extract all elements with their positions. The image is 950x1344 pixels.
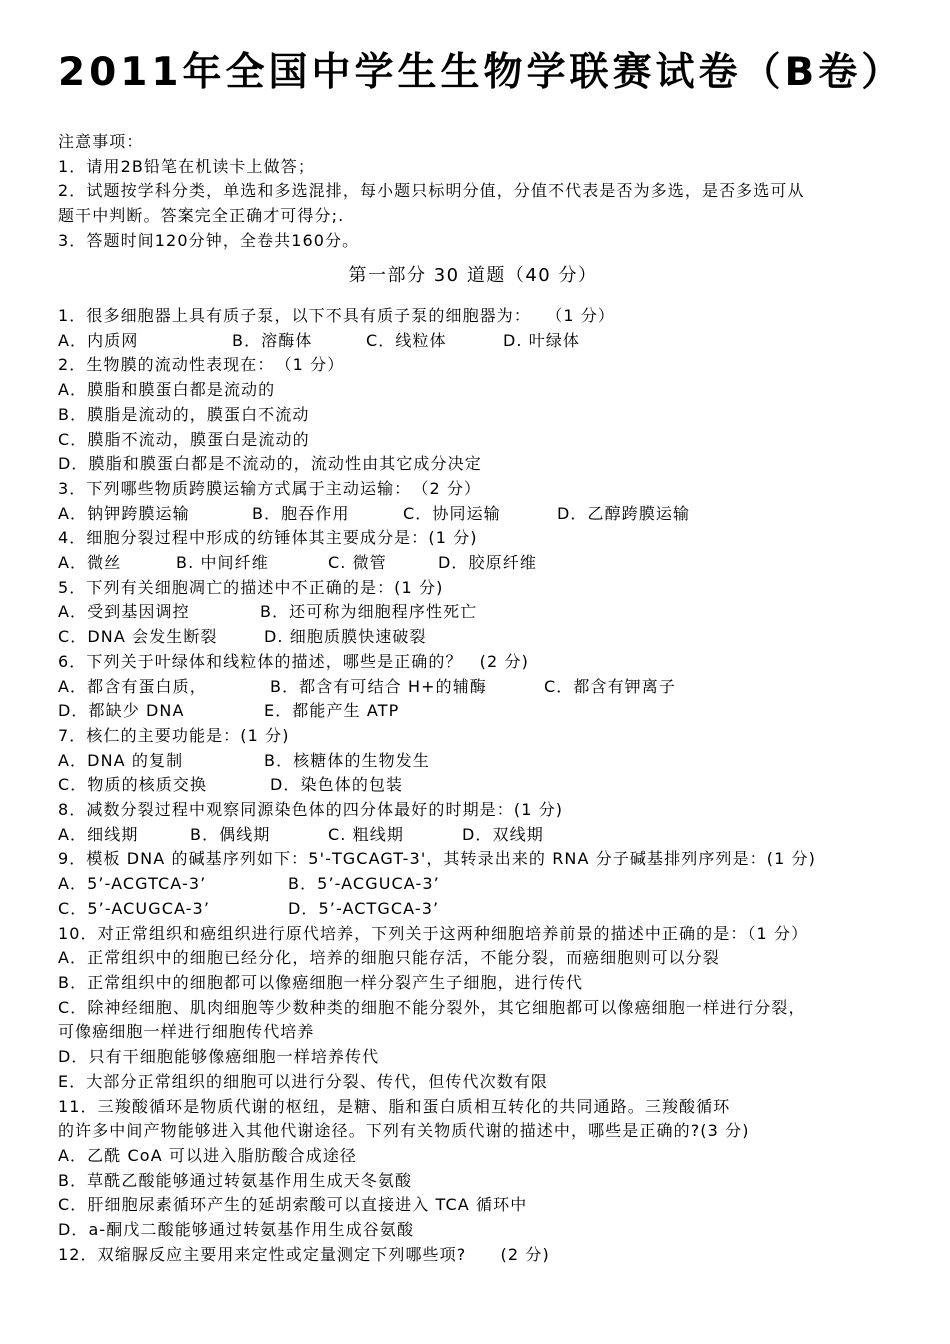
question-stem: 3．下列哪些物质跨膜运输方式属于主动运输： （2 分）	[58, 478, 482, 498]
question-stem: 9．模板 DNA 的碱基序列如下：5'-TGCAGT-3'，其转录出来的 RNA 分子碱基排列序列是：(1 分)	[58, 849, 816, 869]
option: D．胶原纤维	[438, 553, 537, 573]
note-item: 题干中判断。答案完全正确才可得分;.	[58, 206, 345, 226]
option: A．受到基因调控	[58, 602, 190, 622]
option: D. 叶绿体	[503, 330, 581, 350]
note-item: 2．试题按学科分类，单选和多选混排，每小题只标明分值，分值不代表是否为多选，是否多选可从	[58, 181, 805, 201]
option: B．胞吞作用	[252, 503, 350, 523]
question-stem: 10．对正常组织和癌组织进行原代培养，下列关于这两种细胞培养前景的描述中正确的是：（1 分）	[58, 923, 809, 943]
option: A．内质网	[58, 330, 139, 350]
option-row	[58, 699, 908, 724]
option: C．5’-ACUGCA-3’	[58, 898, 211, 918]
option: C．DNA 会发生断裂	[58, 627, 218, 647]
option-row	[58, 625, 908, 650]
option-row	[58, 897, 908, 922]
option: B．草酰乙酸能够通过转氨基作用生成天冬氨酸	[58, 1170, 413, 1190]
question-list	[58, 304, 908, 1267]
option-row	[58, 823, 908, 848]
option: D．膜脂和膜蛋白都是不流动的，流动性由其它成分决定	[58, 454, 482, 474]
question-stem: 7．核仁的主要功能是：(1 分)	[58, 725, 290, 745]
option: D．双线期	[462, 824, 544, 844]
option-continuation: 可像癌细胞一样进行细胞传代培养	[58, 1022, 315, 1042]
option: A．细线期	[58, 824, 139, 844]
question-stem: 6．下列关于叶绿体和线粒体的描述，哪些是正确的？ (2 分)	[58, 651, 529, 671]
option: D．染色体的包装	[270, 775, 404, 795]
section-title: 第一部分 30 道题（40 分）	[348, 265, 598, 286]
option: B．5’-ACGUCA-3’	[288, 874, 440, 894]
question-stem: 11．三羧酸循环是物质代谢的枢纽，是糖、脂和蛋白质相互转化的共同通路。三羧酸循环	[58, 1096, 731, 1116]
option: A．DNA 的复制	[58, 750, 184, 770]
option: C．除神经细胞、肌肉细胞等少数种类的细胞不能分裂外，其它细胞都可以像癌细胞一样进行分裂，	[58, 997, 806, 1017]
option: C．膜脂不流动，膜蛋白是流动的	[58, 429, 310, 449]
option: D．5’-ACTGCA-3’	[288, 898, 440, 918]
option-row	[58, 329, 908, 354]
option: D．a-酮戊二酸能够通过转氨基作用生成谷氨酸	[58, 1220, 415, 1240]
option: D．都缺少 DNA	[58, 701, 185, 721]
option: A．正常组织中的细胞已经分化，培养的细胞只能存活，不能分裂，而癌细胞则可以分裂	[58, 948, 720, 968]
option: A．膜脂和膜蛋白都是流动的	[58, 380, 276, 400]
option-row	[58, 675, 908, 700]
option-row	[58, 773, 908, 798]
option: B．都含有可结合 H+的辅酶	[270, 676, 487, 696]
option: B．膜脂是流动的，膜蛋白不流动	[58, 404, 310, 424]
option: A．微丝	[58, 553, 122, 573]
question-stem: 5．下列有关细胞凋亡的描述中不正确的是：(1 分)	[58, 577, 444, 597]
option: D．乙醇跨膜运输	[557, 503, 691, 523]
option: E．都能产生 ATP	[264, 701, 400, 721]
option: D. 细胞质膜快速破裂	[264, 627, 427, 647]
option: B．正常组织中的细胞都可以像癌细胞一样分裂产生子细胞，进行传代	[58, 972, 584, 992]
option: E．大部分正常组织的细胞可以进行分裂、传代，但传代次数有限	[58, 1071, 549, 1091]
option: B. 中间纤维	[176, 553, 269, 573]
option: C．肝细胞尿素循环产生的延胡索酸可以直接进入 TCA 循环中	[58, 1195, 528, 1215]
question-stem: 2．生物膜的流动性表现在： （1 分）	[58, 355, 345, 375]
question-stem: 8．减数分裂过程中观察同源染色体的四分体最好的时期是：(1 分)	[58, 800, 564, 820]
exam-title: 2011年全国中学生生物学联赛试卷（B卷）	[58, 50, 905, 95]
option-row	[58, 600, 908, 625]
notes-heading: 注意事项：	[58, 132, 144, 151]
option: A．5’-ACGTCA-3’	[58, 874, 207, 894]
option: C．都含有钾离子	[544, 676, 676, 696]
question-stem: 4．细胞分裂过程中形成的纺锤体其主要成分是：(1 分)	[58, 528, 478, 548]
option: C. 粗线期	[328, 824, 404, 844]
option: B．溶酶体	[232, 330, 313, 350]
question-stem: 12．双缩脲反应主要用来定性或定量测定下列哪些项? (2 分)	[58, 1244, 550, 1264]
option-row	[58, 872, 908, 897]
option: C. 微管	[328, 553, 387, 573]
option: B．偶线期	[190, 824, 271, 844]
question-stem: 1．很多细胞器上具有质子泵，以下不具有质子泵的细胞器为： （1 分）	[58, 306, 616, 325]
option: A．钠钾跨膜运输	[58, 503, 190, 523]
option-row	[58, 502, 908, 527]
option-row	[58, 749, 908, 774]
option: A．乙酰 CoA 可以进入脂肪酸合成途径	[58, 1145, 358, 1165]
option: C．物质的核质交换	[58, 775, 208, 795]
option: B．还可称为细胞程序性死亡	[260, 602, 478, 622]
option: A．都含有蛋白质，	[58, 676, 207, 696]
option: B．核糖体的生物发生	[264, 750, 430, 770]
note-item: 3．答题时间120分钟，全卷共160分。	[58, 230, 360, 250]
option-row	[58, 551, 908, 576]
notes-block	[58, 130, 908, 254]
option: C．线粒体	[366, 330, 447, 350]
option: D．只有干细胞能够像癌细胞一样培养传代	[58, 1047, 380, 1067]
option: C．协同运输	[403, 503, 501, 523]
note-item: 1．请用2B铅笔在机读卡上做答；	[58, 156, 315, 176]
question-stem-continuation: 的许多中间产物能够进入其他代谢途径。下列有关物质代谢的描述中，哪些是正确的?(3 分)	[58, 1121, 750, 1141]
